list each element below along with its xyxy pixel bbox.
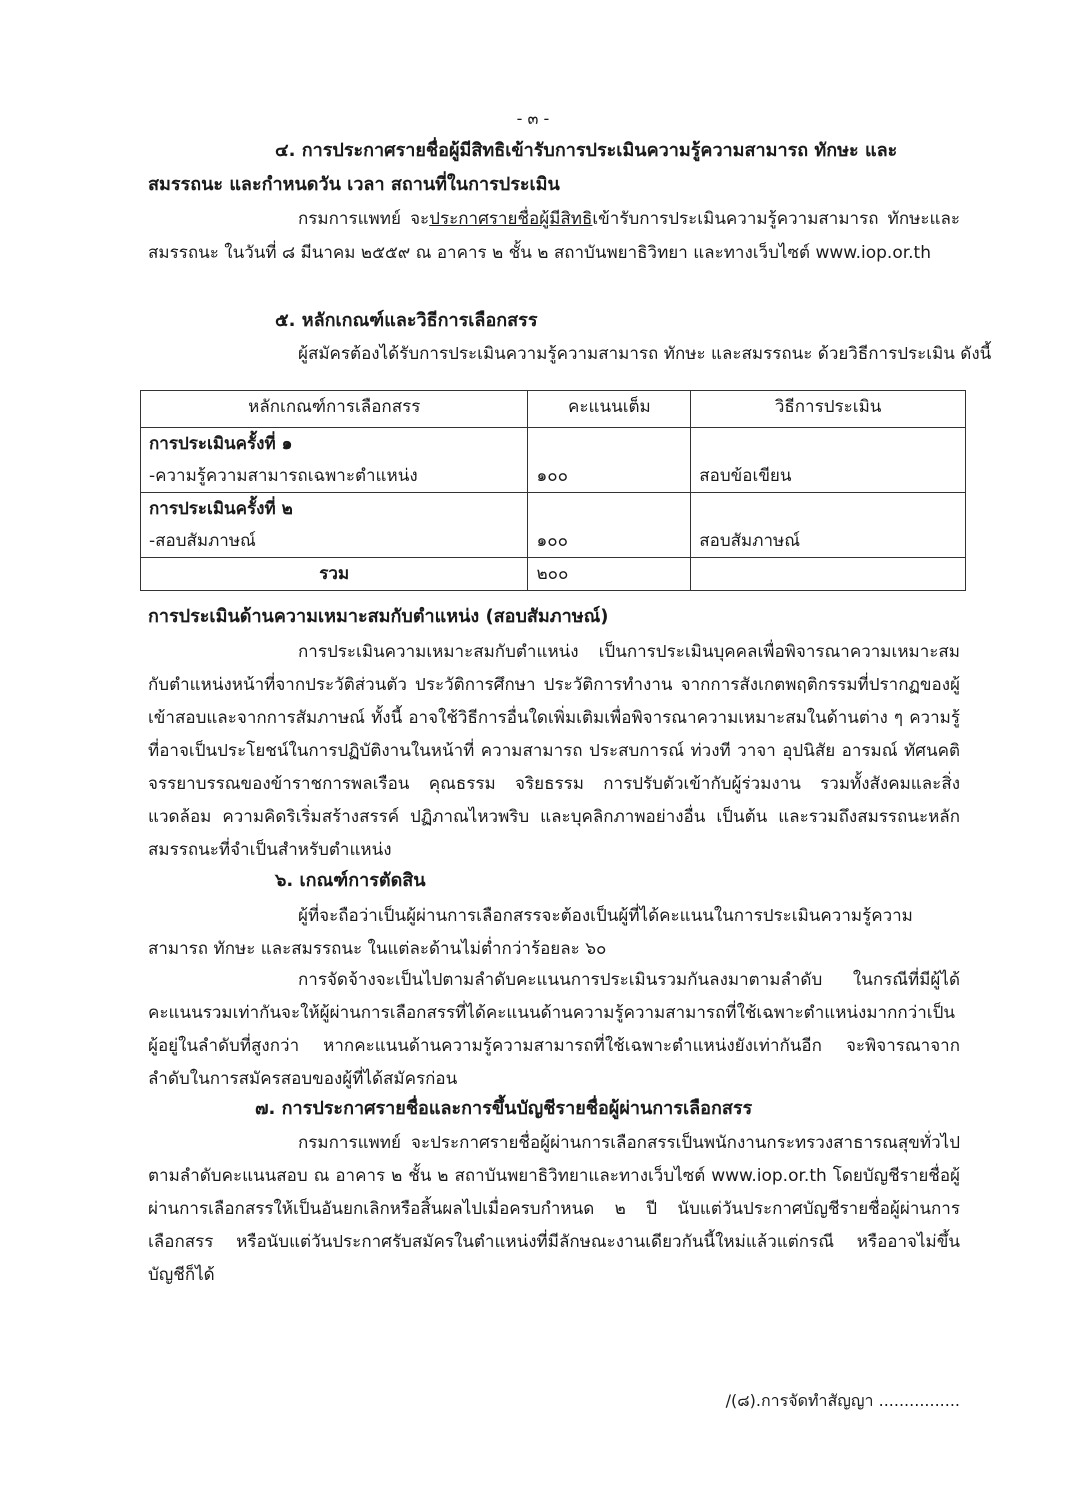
table-cell-method: สอบข้อเขียน <box>691 428 966 493</box>
table-total-method <box>691 558 966 591</box>
suitability-body: การประเมินความเหมาะสมกับตำแหน่ง เป็นการประเมินบุคคลเพื่อพิจารณาความเหมาะสมกับตำแหน่งหน้าที่จากประวัติส่วนตัว ประวัติการศึกษา ประวัติการทำงาน จากการสังเกตพฤติกรรมที่ปรากฏของผู้เข้าสอบและจากการสัมภาษณ์ ทั้งนี้ อาจใช้วิธีการอื่นใดเพิ่มเติมเพื่อพิจารณาความเหมาะสมในด้านต่าง ๆ ความรู้ที่อาจเป็นประโยชน์ในการปฏิบัติงานในหน้าที่ ความสามารถ ประสบการณ์ ท่วงที วาจา อุปนิสัย อารมณ์ ทัศนคติ จรรยาบรรณของข้าราชการพลเรือน คุณธรรม จริยธรรม การปรับตัวเข้ากับผู้ร่วมงาน รวมทั้งสังคมและสิ่งแวดล้อม ความคิดริเริ่มสร้างสรรค์ ปฏิภาณไหวพริบ และบุคลิกภาพอย่างอื่น เป็นต้น และรวมถึงสมรรถนะหลัก สมรรถนะที่จำเป็นสำหรับตำแหน่ง <box>148 642 960 860</box>
section-4-heading-line-2: สมรรถนะ และกำหนดวัน เวลา สถานที่ในการประเมิน <box>148 174 560 195</box>
section-6-paragraph-1: ผู้ที่จะถือว่าเป็นผู้ผ่านการเลือกสรรจะต้องเป็นผู้ที่ได้คะแนนในการประเมินความรู้ความสามารถ ทักษะ และสมรรถนะ ในแต่ละด้านไม่ต่ำกว่าร้อยละ ๖๐ <box>148 906 913 959</box>
criteria-table <box>140 390 966 591</box>
section-4-body <box>148 202 960 270</box>
section-6-paragraph-2: การจัดจ้างจะเป็นไปตามลำดับคะแนนการประเมินรวมกันลงมาตามลำดับ ในกรณีที่มีผู้ได้คะแนนรวมเท่ากันจะให้ผู้ผ่านการเลือกสรรที่ได้คะแนนด้านความรู้ความสามารถที่ใช้เฉพาะตำแหน่งมากกว่าเป็นผู้อยู่ในลำดับที่สูงกว่า หากคะแนนด้านความรู้ความสามารถที่ใช้เฉพาะตำแหน่งยังเท่ากันอีก จะพิจารณาจากลำดับในการสมัครสอบของผู้ที่ได้สมัครก่อน <box>148 970 960 1089</box>
table-cell-score: ๑๐๐ <box>528 428 691 493</box>
table-cell-criteria <box>141 493 528 558</box>
suitability-heading: การประเมินด้านความเหมาะสมกับตำแหน่ง (สอบสัมภาษณ์) <box>148 606 609 627</box>
table-header-row <box>141 391 966 428</box>
table-header-score: คะแนนเต็ม <box>528 391 691 428</box>
section-4-body-prefix: กรมการแพทย์ จะ <box>298 209 430 229</box>
table-header-criteria: หลักเกณฑ์การเลือกสรร <box>141 391 528 428</box>
next-page-continuation: /(๘).การจัดทำสัญญา ................ <box>725 1391 960 1410</box>
section-7-body: กรมการแพทย์ จะประกาศรายชื่อผู้ผ่านการเลือกสรรเป็นพนักงานกระทรวงสาธารณสุขทั่วไปตามลำดับคะแนนสอบ ณ อาคาร ๒ ชั้น ๒ สถาบันพยาธิวิทยาและทางเว็บไซต์ www.iop.or.th โดยบัญชีรายชื่อผู้ผ่านการเลือกสรรให้เป็นอันยกเลิกหรือสิ้นผลไปเมื่อครบกำหนด ๒ ปี นับแต่วันประกาศบัญชีรายชื่อผู้ผ่านการเลือกสรร หรือนับแต่วันประกาศรับสมัครในตำแหน่งที่มีลักษณะงานเดียวกันนี้ใหม่แล้วแต่กรณี หรืออาจไม่ขึ้นบัญชีก็ได้ <box>148 1133 960 1285</box>
section-6-heading: ๖. เกณฑ์การตัดสิน <box>275 870 426 891</box>
table-item-label: -ความรู้ความสามารถเฉพาะตำแหน่ง <box>149 466 418 486</box>
table-row <box>141 493 966 558</box>
section-4-heading-line-1: ๔. การประกาศรายชื่อผู้มีสิทธิเข้ารับการประเมินความรู้ความสามารถ ทักษะ และ <box>275 140 898 161</box>
section-5-heading: ๕. หลักเกณฑ์และวิธีการเลือกสรร <box>275 310 538 331</box>
table-total-score: ๒๐๐ <box>528 558 691 591</box>
page-number: - ๓ - <box>516 109 550 128</box>
table-group-label: การประเมินครั้งที่ ๒ <box>149 499 293 519</box>
section-7-heading: ๗. การประกาศรายชื่อและการขึ้นบัญชีรายชื่อผู้ผ่านการเลือกสรร <box>255 1098 753 1119</box>
table-header-method: วิธีการประเมิน <box>691 391 966 428</box>
section-4-body-underlined: ประกาศรายชื่อผู้มีสิทธิ <box>429 209 593 229</box>
table-row <box>141 428 966 493</box>
table-cell-score: ๑๐๐ <box>528 493 691 558</box>
table-group-label: การประเมินครั้งที่ ๑ <box>149 434 293 454</box>
section-5-body: ผู้สมัครต้องได้รับการประเมินความรู้ความสามารถ ทักษะ และสมรรถนะ ด้วยวิธีการประเมิน ดังนี้ <box>298 344 992 364</box>
table-total-label: รวม <box>141 558 528 591</box>
section-4-body-rest: เข้ารับการประเมินความรู้ความสามารถ ทักษะและสมรรถนะ ในวันที่ ๘ มีนาคม ๒๕๕๙ ณ อาคาร ๒ ชั้น ๒ สถาบันพยาธิวิทยา และทางเว็บไซต์ www.iop.or.th <box>148 209 960 263</box>
table-cell-method: สอบสัมภาษณ์ <box>691 493 966 558</box>
table-total-row <box>141 558 966 591</box>
table-cell-criteria <box>141 428 528 493</box>
table-item-label: -สอบสัมภาษณ์ <box>149 531 256 551</box>
